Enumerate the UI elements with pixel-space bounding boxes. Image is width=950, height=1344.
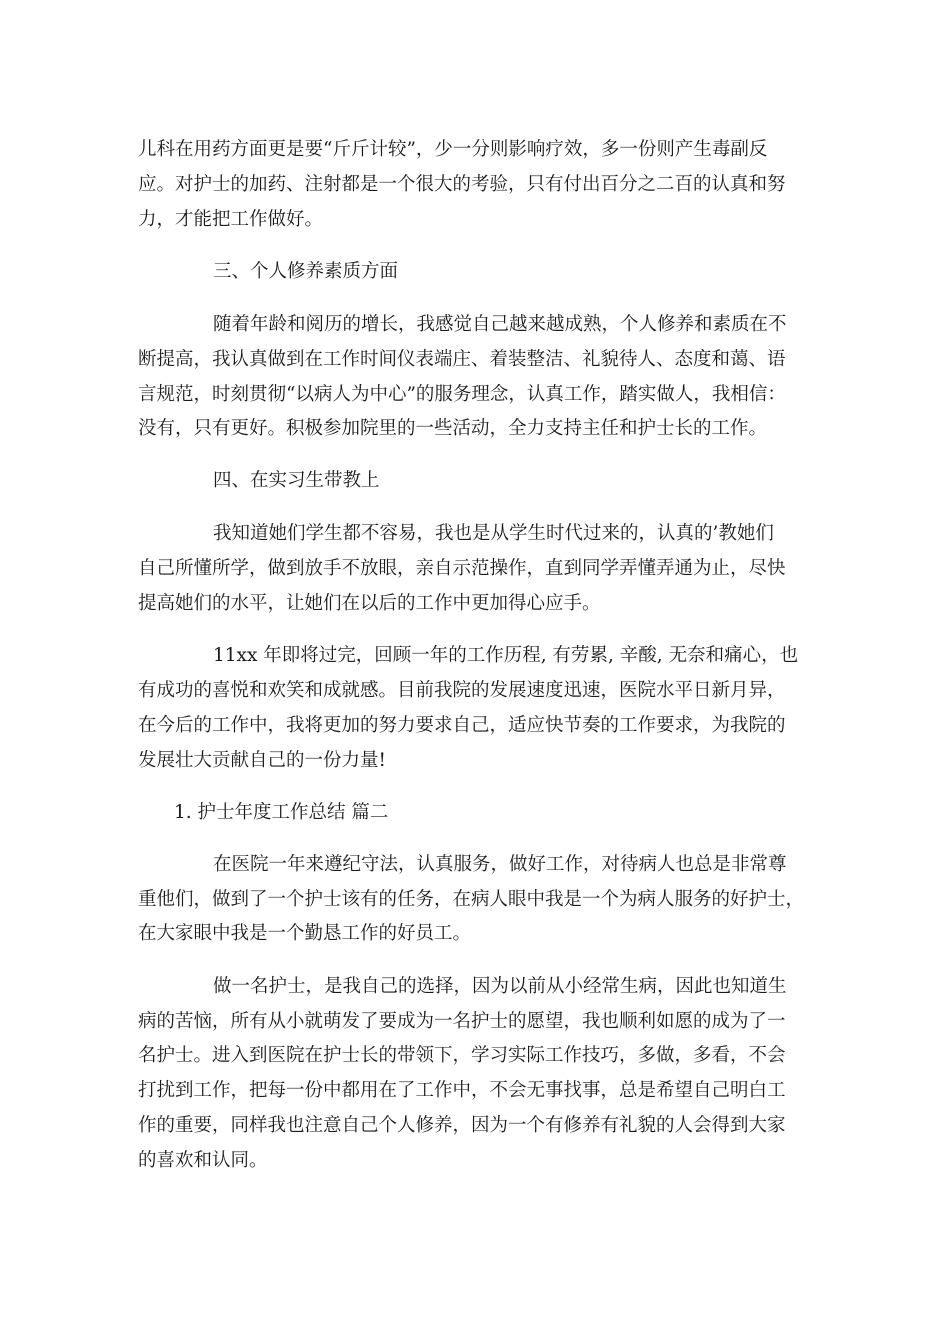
text-line: 在大家眼中我是一个勤恳工作的好员工。 bbox=[138, 923, 472, 944]
text-line: 随着年龄和阅历的增长，我感觉自己越来越成熟，个人修养和素质在不 bbox=[213, 314, 787, 335]
text-line: 做一名护士，是我自己的选择，因为以前从小经常生病，因此也知道生 bbox=[213, 976, 787, 997]
text-line: 在今后的工作中，我将更加的努力要求自己，适应快节奏的工作要求，为我院的 bbox=[138, 715, 786, 736]
text-line: 在医院一年来遵纪守法，认真服务，做好工作，对待病人也总是非常尊 bbox=[213, 854, 787, 875]
text-line: 有成功的喜悦和欢笑和成就感。目前我院的发展速度迅速，医院水平日新月异， bbox=[138, 680, 786, 701]
section-heading: 三、个人修养素质方面 bbox=[213, 261, 399, 282]
section-heading: 四、在实习生带教上 bbox=[213, 470, 380, 491]
text-line: 病的苦恼，所有从小就萌发了要成为一名护士的愿望，我也顺利如愿的成为了一 bbox=[138, 1011, 786, 1032]
text-line: 我知道她们学生都不容易，我也是从学生时代过来的，认真的’教她们 bbox=[213, 523, 774, 544]
text-line: 言规范，时刻贯彻“以病人为中心”的服务理念，认真工作，踏实做人，我相信： bbox=[138, 384, 786, 405]
text-line: 儿科在用药方面更是要“斤斤计较”，少一分则影响疗效，多一份则产生毒副反 bbox=[138, 139, 768, 160]
text-line: 自己所懂所学，做到放手不放眼，亲自示范操作，直到同学弄懂弄通为止，尽快 bbox=[138, 558, 786, 579]
text-line: 的喜欢和认同。 bbox=[138, 1150, 268, 1171]
text-line: 提高她们的水平，让她们在以后的工作中更加得心应手。 bbox=[138, 593, 601, 614]
text-line: 断提高，我认真做到在工作时间仪表端庄、着装整洁、礼貌待人、态度和蔼、语 bbox=[138, 349, 786, 370]
section-heading: 1. 护士年度工作总结 篇二 bbox=[174, 802, 389, 823]
text-line: 没有，只有更好。积极参加院里的一些活动，全力支持主任和护士长的工作。 bbox=[138, 418, 768, 439]
text-line: 重他们，做到了一个护士该有的任务，在病人眼中我是一个为病人服务的好护士， bbox=[138, 889, 805, 910]
text-line: 打扰到工作，把每一份中都用在了工作中，不会无事找事，总是希望自己明白工 bbox=[138, 1080, 786, 1101]
text-line: 11xx 年即将过完，回顾一年的工作历程, 有劳累, 辛酸, 无奈和痛心，也 bbox=[213, 645, 799, 666]
text-line: 力，才能把工作做好。 bbox=[138, 209, 324, 230]
text-line: 作的重要，同样我也注意自己个人修养，因为一个有修养有礼貌的人会得到大家 bbox=[138, 1115, 786, 1136]
text-line: 发展壮大贡献自己的一份力量! bbox=[138, 750, 386, 771]
text-line: 名护士。进入到医院在护士长的带领下，学习实际工作技巧，多做，多看，不会 bbox=[138, 1045, 786, 1066]
text-line: 应。对护士的加药、注射都是一个很大的考验，只有付出百分之二百的认真和努 bbox=[138, 174, 786, 195]
